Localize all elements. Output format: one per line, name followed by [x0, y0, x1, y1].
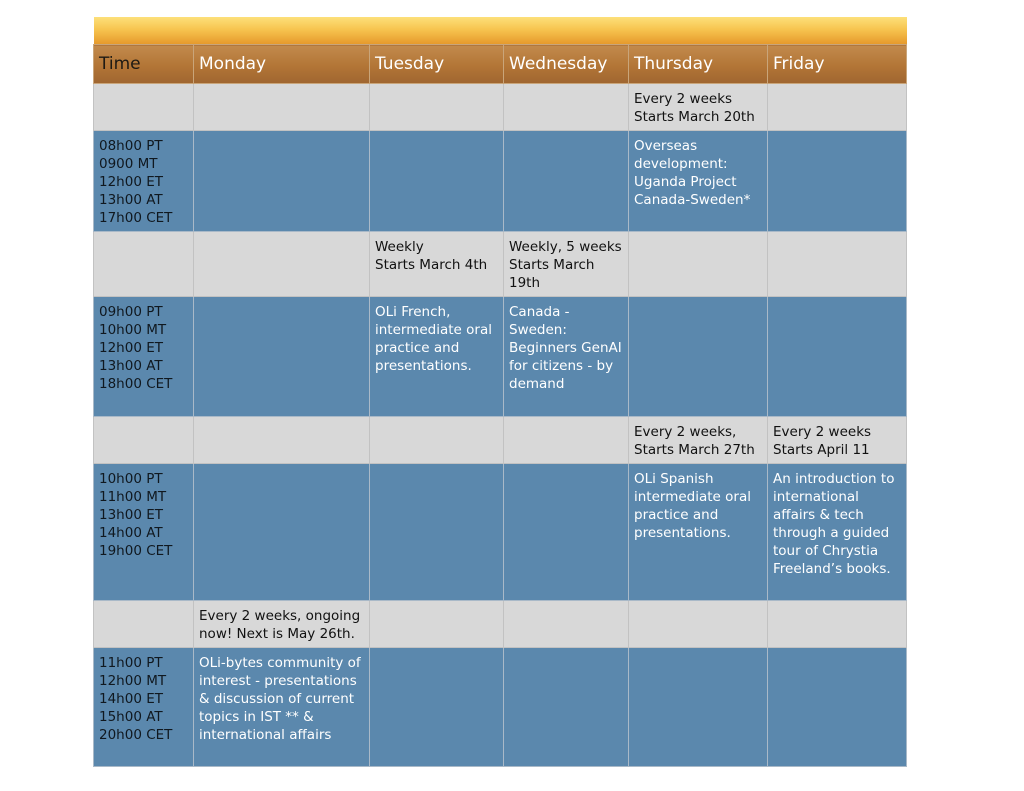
cell-thursday	[629, 232, 768, 297]
cell-monday	[194, 417, 370, 464]
header-row	[94, 45, 907, 84]
header-wednesday: Wednesday	[504, 45, 629, 84]
schedule-body	[94, 17, 907, 767]
cell-monday	[194, 464, 370, 601]
schedule-row-session	[94, 464, 907, 601]
cell-friday: An introduction to international affairs & tech through a guided tour of Chrystia Freeland’s books.	[768, 464, 907, 601]
cell-wednesday: Canada - Sweden: Beginners GenAI for citizens - by demand	[504, 297, 629, 417]
cell-time: 09h00 PT 10h00 MT 12h00 ET 13h00 AT 18h00 CET	[94, 297, 194, 417]
cell-wednesday	[504, 648, 629, 767]
cell-time: 08h00 PT 0900 MT 12h00 ET 13h00 AT 17h00 CET	[94, 131, 194, 232]
header-time: Time	[94, 45, 194, 84]
cell-thursday: Every 2 weeks, Starts March 27th	[629, 417, 768, 464]
cell-tuesday: OLi French, intermediate oral practice and presentations.	[370, 297, 504, 417]
cell-thursday: Every 2 weeks Starts March 20th	[629, 84, 768, 131]
schedule-row-session	[94, 297, 907, 417]
cell-monday	[194, 232, 370, 297]
cell-time: 11h00 PT 12h00 MT 14h00 ET 15h00 AT 20h00 CET	[94, 648, 194, 767]
schedule-row-frequency	[94, 84, 907, 131]
cell-friday	[768, 84, 907, 131]
cell-friday	[768, 297, 907, 417]
cell-monday	[194, 131, 370, 232]
cell-thursday: Overseas development: Uganda Project Canada-Sweden*	[629, 131, 768, 232]
cell-friday: Every 2 weeks Starts April 11	[768, 417, 907, 464]
header-thursday: Thursday	[629, 45, 768, 84]
cell-tuesday	[370, 131, 504, 232]
cell-tuesday	[370, 84, 504, 131]
cell-friday	[768, 601, 907, 648]
cell-monday	[194, 84, 370, 131]
cell-tuesday: Weekly Starts March 4th	[370, 232, 504, 297]
schedule-row-session	[94, 648, 907, 767]
cell-time: 10h00 PT 11h00 MT 13h00 ET 14h00 AT 19h00 CET	[94, 464, 194, 601]
header-friday: Friday	[768, 45, 907, 84]
cell-wednesday	[504, 84, 629, 131]
schedule-row-frequency	[94, 232, 907, 297]
cell-monday: OLi-bytes community of interest - presentations & discussion of current topics in IST ** & international affairs	[194, 648, 370, 767]
cell-monday: Every 2 weeks, ongoing now! Next is May 26th.	[194, 601, 370, 648]
cell-wednesday	[504, 464, 629, 601]
cell-thursday	[629, 648, 768, 767]
cell-tuesday	[370, 648, 504, 767]
cell-time	[94, 232, 194, 297]
cell-thursday	[629, 601, 768, 648]
cell-tuesday	[370, 417, 504, 464]
cell-friday	[768, 648, 907, 767]
schedule-table	[93, 17, 907, 767]
cell-wednesday	[504, 601, 629, 648]
cell-wednesday	[504, 131, 629, 232]
header-monday: Monday	[194, 45, 370, 84]
cell-thursday: OLi Spanish intermediate oral practice and presentations.	[629, 464, 768, 601]
cell-time	[94, 601, 194, 648]
cell-friday	[768, 232, 907, 297]
schedule-row-frequency	[94, 417, 907, 464]
schedule-row-frequency	[94, 601, 907, 648]
cell-time	[94, 84, 194, 131]
cell-thursday	[629, 297, 768, 417]
cell-wednesday	[504, 417, 629, 464]
cell-wednesday: Weekly, 5 weeks Starts March 19th	[504, 232, 629, 297]
cell-tuesday	[370, 464, 504, 601]
decorative-top-strip	[94, 17, 907, 45]
cell-monday	[194, 297, 370, 417]
header-tuesday: Tuesday	[370, 45, 504, 84]
cell-friday	[768, 131, 907, 232]
cell-time	[94, 417, 194, 464]
schedule-row-session	[94, 131, 907, 232]
cell-tuesday	[370, 601, 504, 648]
